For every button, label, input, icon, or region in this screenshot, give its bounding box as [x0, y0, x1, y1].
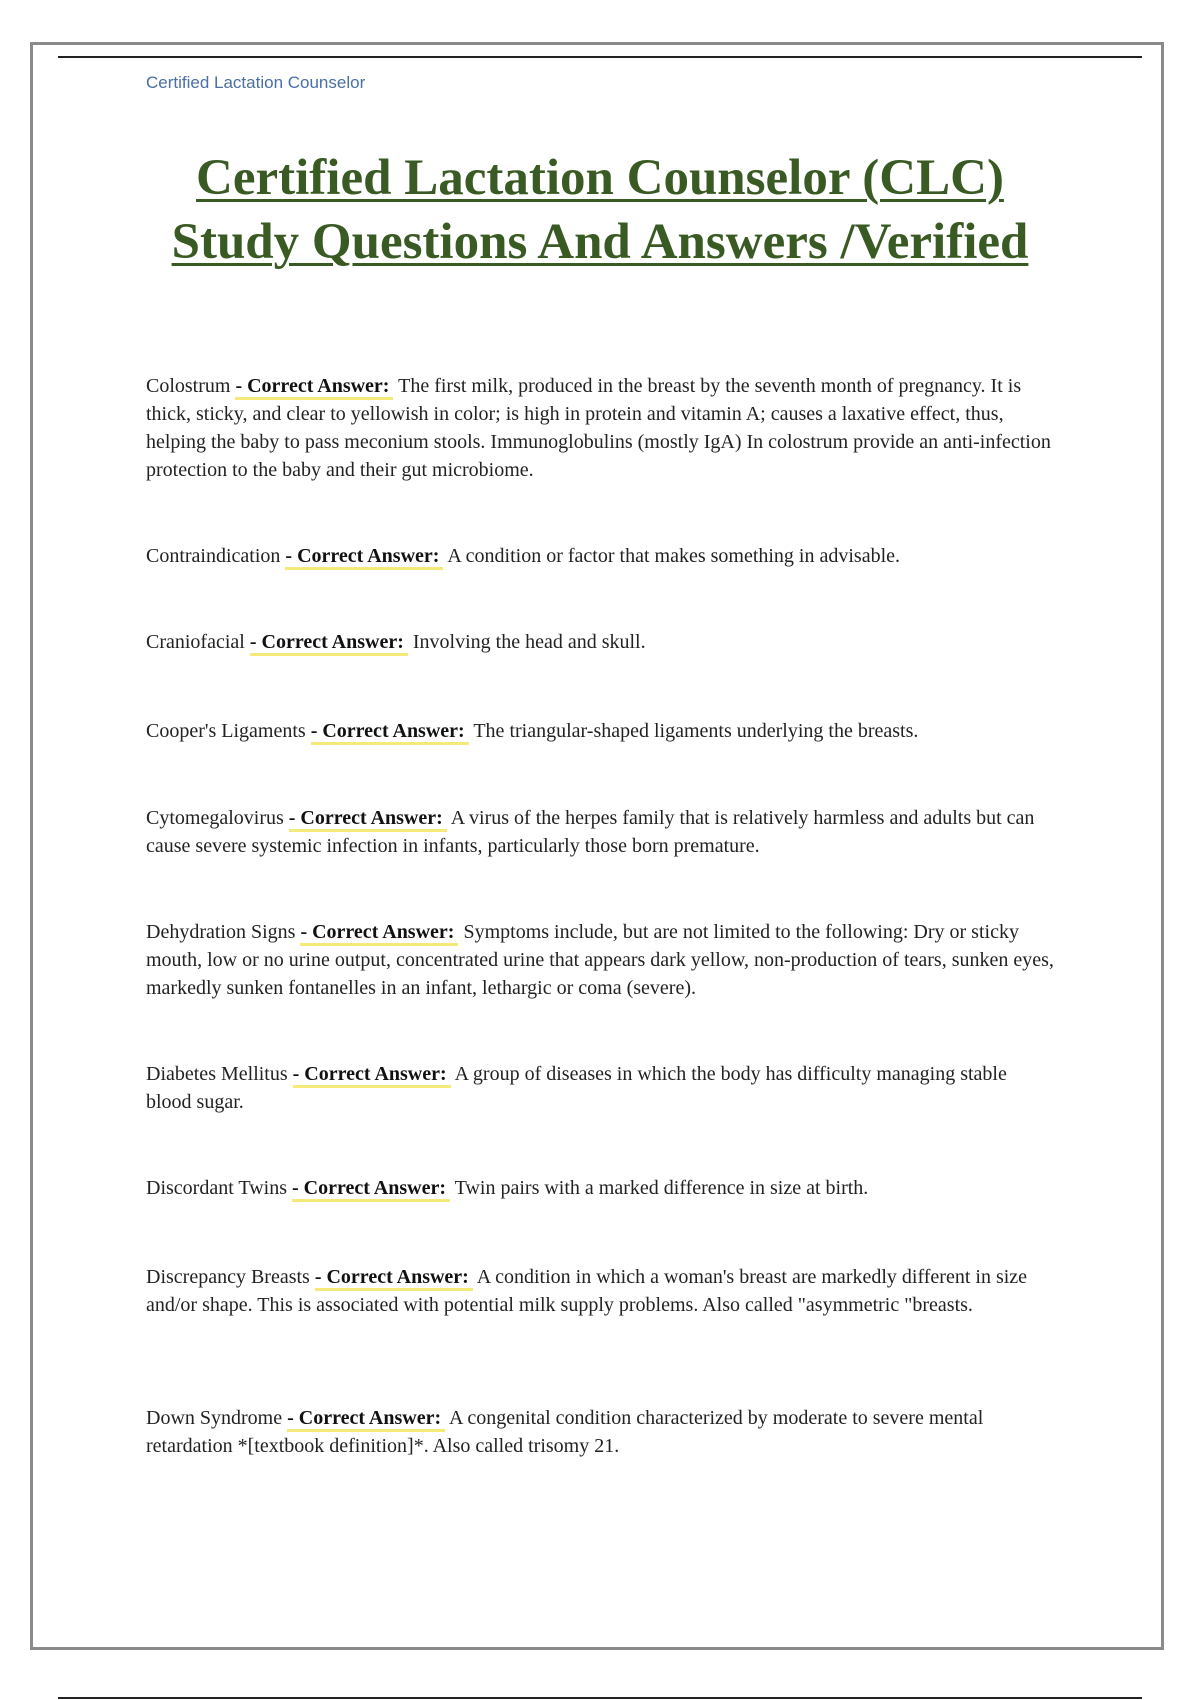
- qa-item-discordant-twins: [146, 1174, 1056, 1202]
- qa-definition: Twin pairs with a marked difference in size at birth.: [454, 1177, 869, 1199]
- qa-item-down-syndrome: [146, 1404, 1056, 1460]
- qa-term: Discrepancy Breasts: [146, 1266, 310, 1288]
- qa-item-contraindication: [146, 542, 1056, 570]
- qa-item-coopers-ligaments: [146, 717, 1056, 745]
- qa-term: Dehydration Signs: [146, 921, 296, 943]
- correct-answer-marker: - Correct Answer:: [300, 921, 458, 946]
- running-header: Certified Lactation Counselor: [146, 73, 366, 92]
- qa-definition: The triangular-shaped ligaments underlying the breasts.: [473, 720, 919, 742]
- qa-term: Contraindication: [146, 545, 281, 567]
- qa-definition: A group of diseases in which the body has difficulty managing stable blood sugar.: [146, 1063, 1007, 1113]
- qa-definition: Symptoms include, but are not limited to the following: Dry or sticky mouth, low or no urine output, concentrated urine that appears dark yellow, non-production of tears, sunken eyes, markedly sunken fontanelles in an infant, lethargic or coma (severe).: [146, 921, 1054, 999]
- qa-item-diabetes-mellitus: [146, 1060, 1056, 1116]
- qa-definition: A condition in which a woman's breast are markedly different in size and/or shape. This is associated with potential milk supply problems. Also called "asymmetric "breasts.: [146, 1266, 1028, 1316]
- qa-term: Discordant Twins: [146, 1177, 287, 1199]
- footer-rule: [58, 1697, 1142, 1699]
- correct-answer-marker: - Correct Answer:: [250, 631, 408, 656]
- qa-definition: The first milk, produced in the breast by the seventh month of pregnancy. It is thick, sticky, and clear to yellowish in color; is high in protein and vitamin A; causes a laxative effect, thus, helping the baby to pass meconium stools. Immunoglobulins (mostly IgA) In colostrum provide an anti-infection protection to the baby and their gut microbiome.: [146, 375, 1051, 481]
- qa-term: Diabetes Mellitus: [146, 1063, 288, 1085]
- correct-answer-marker: - Correct Answer:: [292, 1177, 450, 1202]
- qa-item-dehydration-signs: [146, 918, 1056, 1002]
- correct-answer-marker: - Correct Answer:: [287, 1407, 445, 1432]
- qa-item-colostrum: [146, 372, 1056, 484]
- qa-term: Down Syndrome: [146, 1407, 283, 1429]
- qa-definition: A congenital condition characterized by moderate to severe mental retardation *[textbook definition]*. Also called trisomy 21.: [146, 1407, 984, 1457]
- qa-term: Cytomegalovirus: [146, 807, 284, 829]
- qa-definition: A condition or factor that makes something in advisable.: [447, 545, 901, 567]
- qa-term: Colostrum: [146, 375, 231, 397]
- qa-term: Cooper's Ligaments: [146, 720, 306, 742]
- qa-definition: A virus of the herpes family that is relatively harmless and adults but can cause severe systemic infection in infants, particularly those born premature.: [146, 807, 1035, 857]
- qa-term: Craniofacial: [146, 631, 245, 653]
- qa-item-craniofacial: [146, 628, 1056, 656]
- correct-answer-marker: - Correct Answer:: [235, 375, 393, 400]
- correct-answer-marker: - Correct Answer:: [293, 1063, 451, 1088]
- qa-definition: Involving the head and skull.: [412, 631, 646, 653]
- qa-item-cytomegalovirus: [146, 804, 1056, 860]
- header-rule: [58, 56, 1142, 58]
- qa-item-discrepancy-breasts: [146, 1263, 1056, 1319]
- title-line-1: Certified Lactation Counselor (CLC): [196, 150, 1004, 206]
- correct-answer-marker: - Correct Answer:: [315, 1266, 473, 1291]
- document-title: [100, 146, 1100, 274]
- correct-answer-marker: - Correct Answer:: [289, 807, 447, 832]
- correct-answer-marker: - Correct Answer:: [285, 545, 443, 570]
- correct-answer-marker: - Correct Answer:: [311, 720, 469, 745]
- title-line-2: Study Questions And Answers /Verified: [171, 214, 1029, 270]
